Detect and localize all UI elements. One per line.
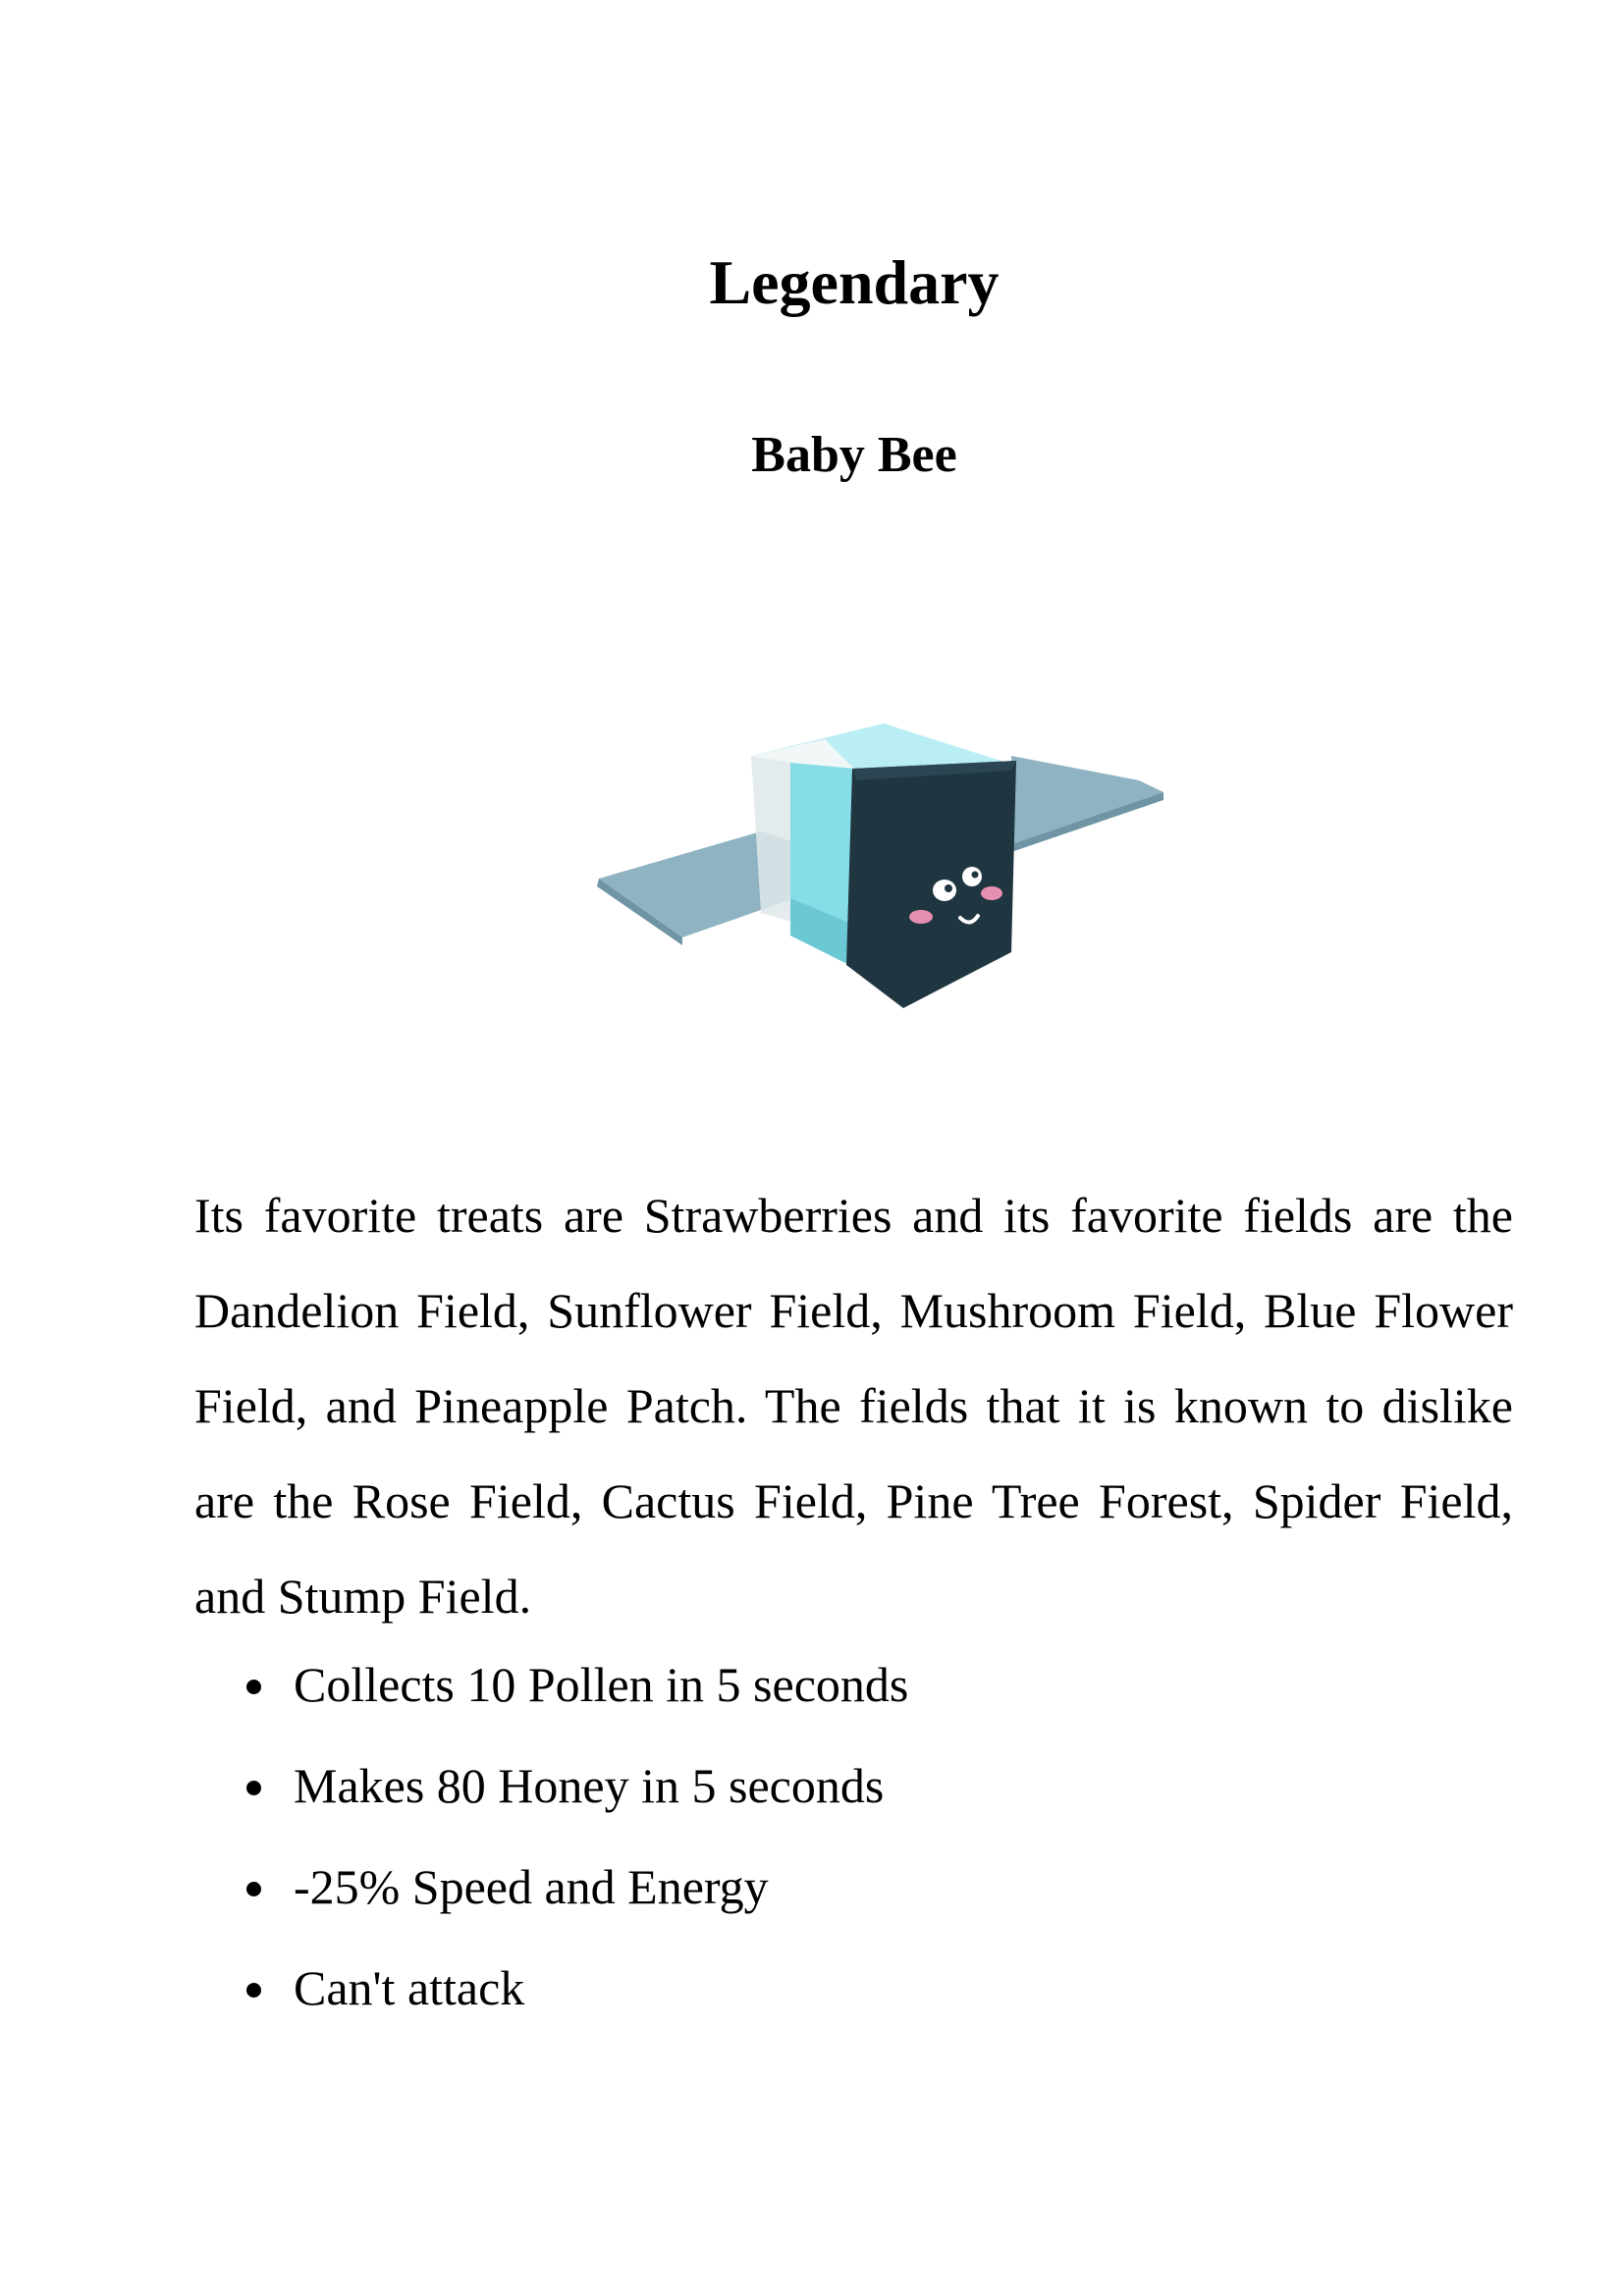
list-item <box>194 1735 1471 1837</box>
bullet-icon <box>246 1983 261 1998</box>
bee-description: Its favorite treats are Strawberries and its favorite fields are the Dandelion Field, Sunflower Field, Mushroom Field, Blue Flower Field, and Pineapple Patch. The fields that it is known to dislike are the Rose Field, Cactus Field, Pine Tree Forest, Spider Field, and Stump Field. <box>194 1188 1513 1624</box>
left-cheek <box>909 910 933 924</box>
baby-bee-icon <box>589 712 1168 1011</box>
list-item <box>194 1837 1471 1938</box>
stat-text: Can't attack <box>294 1960 525 2015</box>
stats-list <box>194 1634 1471 2039</box>
list-item <box>194 1938 1471 2039</box>
stat-text: -25% Speed and Energy <box>294 1859 769 1914</box>
rarity-heading: Legendary <box>709 247 1000 317</box>
bullet-icon <box>246 1781 261 1795</box>
stat-text: Collects 10 Pollen in 5 seconds <box>294 1657 909 1712</box>
left-eye <box>933 880 956 901</box>
right-eye <box>962 867 982 886</box>
right-cheek <box>981 886 1002 900</box>
bullet-icon <box>246 1680 261 1694</box>
stat-text: Makes 80 Honey in 5 seconds <box>294 1758 885 1813</box>
bee-face <box>846 761 1016 1008</box>
list-item <box>194 1634 1471 1735</box>
bee-name-title: Baby Bee <box>751 427 957 483</box>
bullet-icon <box>246 1882 261 1896</box>
